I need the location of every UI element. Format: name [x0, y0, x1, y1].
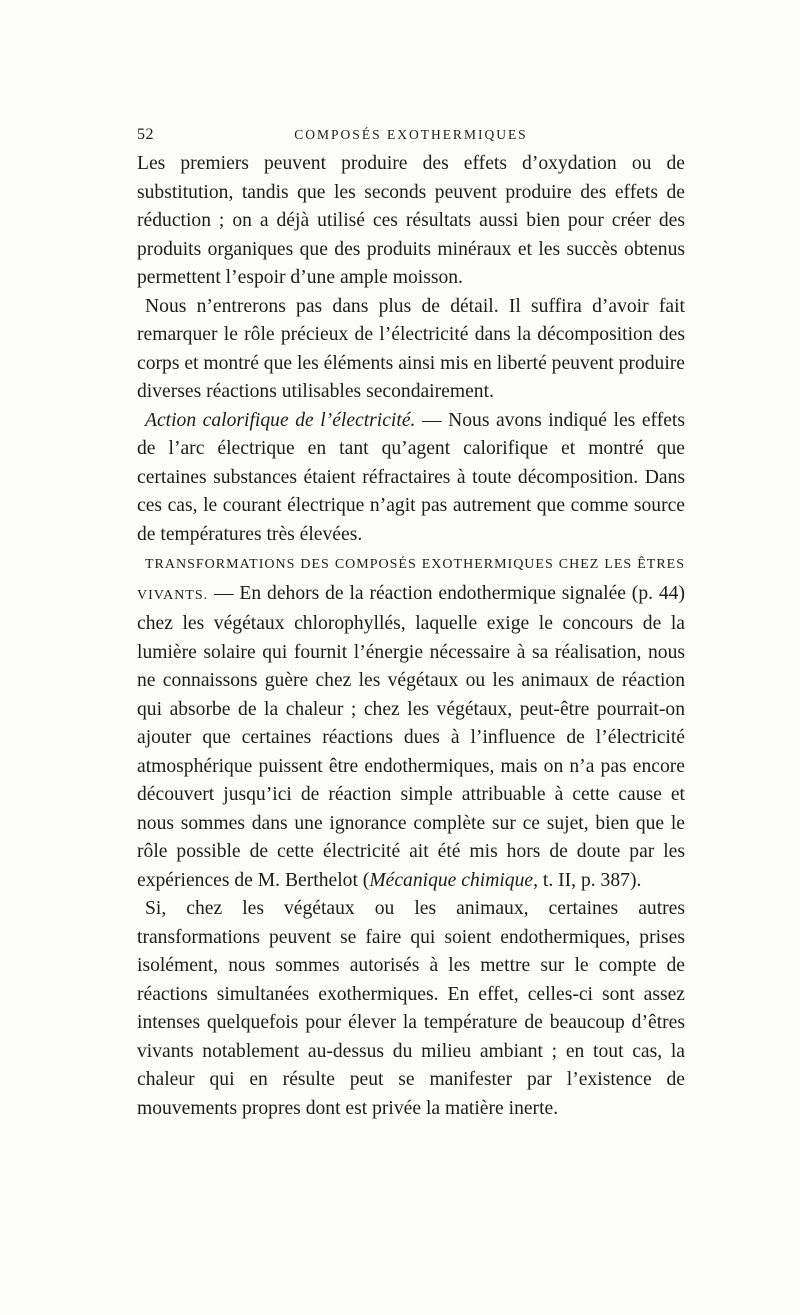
paragraph-2: Nous n’entrerons pas dans plus de détail. Il suffira d’avoir fait remarquer le rôle précieux de l’électricité dans la décomposition des corps et montré que les éléments ainsi mis en liberté peuvent produire diverses réactions utilisables secondairement. — [137, 295, 685, 402]
paragraph-4-body-b: , t. II, p. 387). — [533, 869, 642, 891]
running-title: COMPOSÉS EXOTHERMIQUES — [294, 127, 528, 142]
page-number: 52 — [137, 126, 154, 143]
paragraph-3 — [137, 407, 685, 550]
paragraph-4 — [137, 549, 685, 895]
section-heading-action-calorifique: Action calorifique de l’électricité. — [145, 409, 416, 431]
page-header — [137, 126, 685, 150]
paragraph-1: Les premiers peuvent produire des effets d’oxydation ou de substitution, tandis que les seconds peuvent produire des effets de réduction ; on a déjà utilisé ces résultats aussi bien pour créer des produits organiques que des produits minéraux et les succès obtenus permettent l’espoir d’une ample moisson. — [137, 153, 685, 288]
citation-title: Mécanique chimique — [369, 869, 534, 891]
section-heading-transformations: TRANSFORMATIONS DES COMPOSÉS EXOTHERMIQUES CHEZ LES ÊTRES VIVANTS. — [137, 557, 685, 603]
paragraph-3-body: — Nous avons indiqué les effets de l’arc électrique en tant qu’agent calorifique et montré que certaines substances étaient réfractaires à toute décomposition. Dans ces cas, le courant électrique n’agit pas autrement que comme source de températures très élevées. — [137, 409, 685, 545]
body-text — [137, 150, 685, 1123]
paragraph-4-body-a: — En dehors de la réaction endothermique signalée (p. 44) chez les végétaux chlorophyllés, laquelle exige le concours de la lumière solaire qui fournit l’énergie nécessaire à sa réalisation, nous ne connaissons guère chez les végétaux ou les animaux de réaction qui absorbe de la chaleur ; chez les végétaux, peut-être pourrait-on ajouter que certaines réactions dues à l’influence de l’électricité atmosphérique puissent être endothermiques, mais on n’a pas encore découvert jusqu’ici de réaction simple attribuable à cette cause et nous sommes dans une ignorance complète sur ce sujet, bien que le rôle possible de cette électricité ait été mis hors de doute par les expériences de M. Berthelot ( — [137, 582, 685, 891]
paragraph-5: Si, chez les végétaux ou les animaux, certaines autres transformations peuvent se faire qui soient endothermiques, prises isolément, nous sommes autorisés à les mettre sur le compte de réactions simultanées exothermiques. En effet, celles-ci sont assez intenses quelquefois pour élever la température de beaucoup d’êtres vivants notablement au-dessus du milieu ambiant ; en tout cas, la chaleur qui en résulte peut se manifester par l’existence de mouvements propres dont est privée la matière inerte. — [137, 898, 685, 1119]
